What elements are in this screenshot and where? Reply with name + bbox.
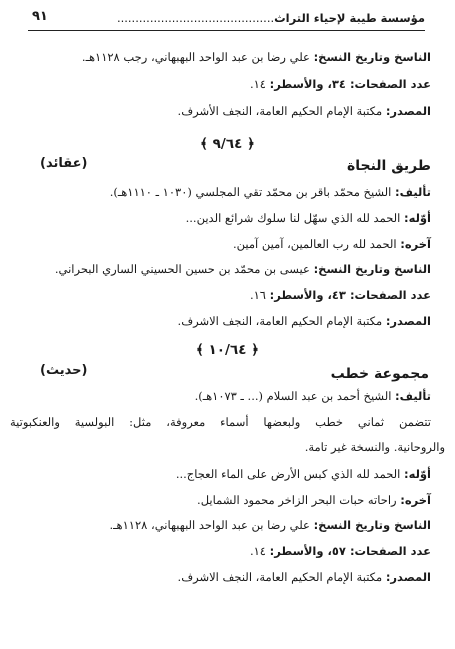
entry-category: (عقائد) (40, 156, 88, 171)
counts-line: عدد الصفحات: ٥٧، والأسطر: ١٤. (249, 544, 431, 558)
author-line: تأليف: الشيخ أحمد بن عبد السلام (... ـ ١٠٧٣هـ). (194, 389, 431, 403)
first-line: أوّله: الحمد لله الذي كبس الأرض على الماء العجاج... (175, 467, 431, 481)
entry-number: ﴿ ٩/٦٤ ﴾ (200, 136, 255, 152)
last-line: آخره: الحمد لله رب العالمين، آمين آمين. (232, 237, 431, 251)
entry-title: مجموعة خطب (330, 366, 429, 382)
header-title: مؤسسة طيبة لإحياء التراث........................................... (116, 11, 425, 25)
intro-counts-line: عدد الصفحات: ٣٤، والأسطر: ١٤. (249, 77, 431, 91)
last-line: آخره: راحاته حبات البحر الزاخر محمود الشمايل. (197, 493, 431, 507)
first-line: أوّله: الحمد لله الذي سهّل لنا سلوك شرائع الدين... (185, 211, 431, 225)
description-line: تتضمن ثماني خطب ولبعضها أسماء معروفة، مثل: البولسية والعنكبوتية (10, 415, 431, 429)
copyist-line: الناسخ وتاريخ النسخ: عيسى بن محمّد بن حسين الحسيني الساري البحراني. (54, 262, 431, 276)
entry-number: ﴿ ١٠/٦٤ ﴾ (195, 342, 260, 358)
intro-copyist-line: الناسخ وتاريخ النسخ: علي رضا بن عبد الواحد البهبهاني، رجب ١١٢٨هـ. (81, 50, 431, 64)
entry-category: (حديث) (40, 363, 88, 378)
running-header (28, 10, 425, 31)
source-line: المصدر: مكتبة الإمام الحكيم العامة، النجف الاشرف. (177, 314, 431, 328)
page-number: ٩١ (32, 9, 48, 24)
copyist-line: الناسخ وتاريخ النسخ: علي رضا بن عبد الواحد البهبهاني، ١١٢٨هـ. (109, 518, 431, 532)
intro-source-line: المصدر: مكتبة الإمام الحكيم العامة، النجف الأشرف. (177, 104, 431, 118)
source-line: المصدر: مكتبة الإمام الحكيم العامة، النجف الاشرف. (177, 570, 431, 584)
counts-line: عدد الصفحات: ٤٣، والأسطر: ١٦. (249, 288, 431, 302)
entry-title: طريق النجاة (346, 158, 431, 174)
description-line: والروحانية. والنسخة غير تامة. (304, 440, 445, 454)
author-line: تأليف: الشيخ محمّد باقر بن محمّد تقي المجلسي (١٠٣٠ ـ ١١١٠هـ). (109, 185, 431, 199)
